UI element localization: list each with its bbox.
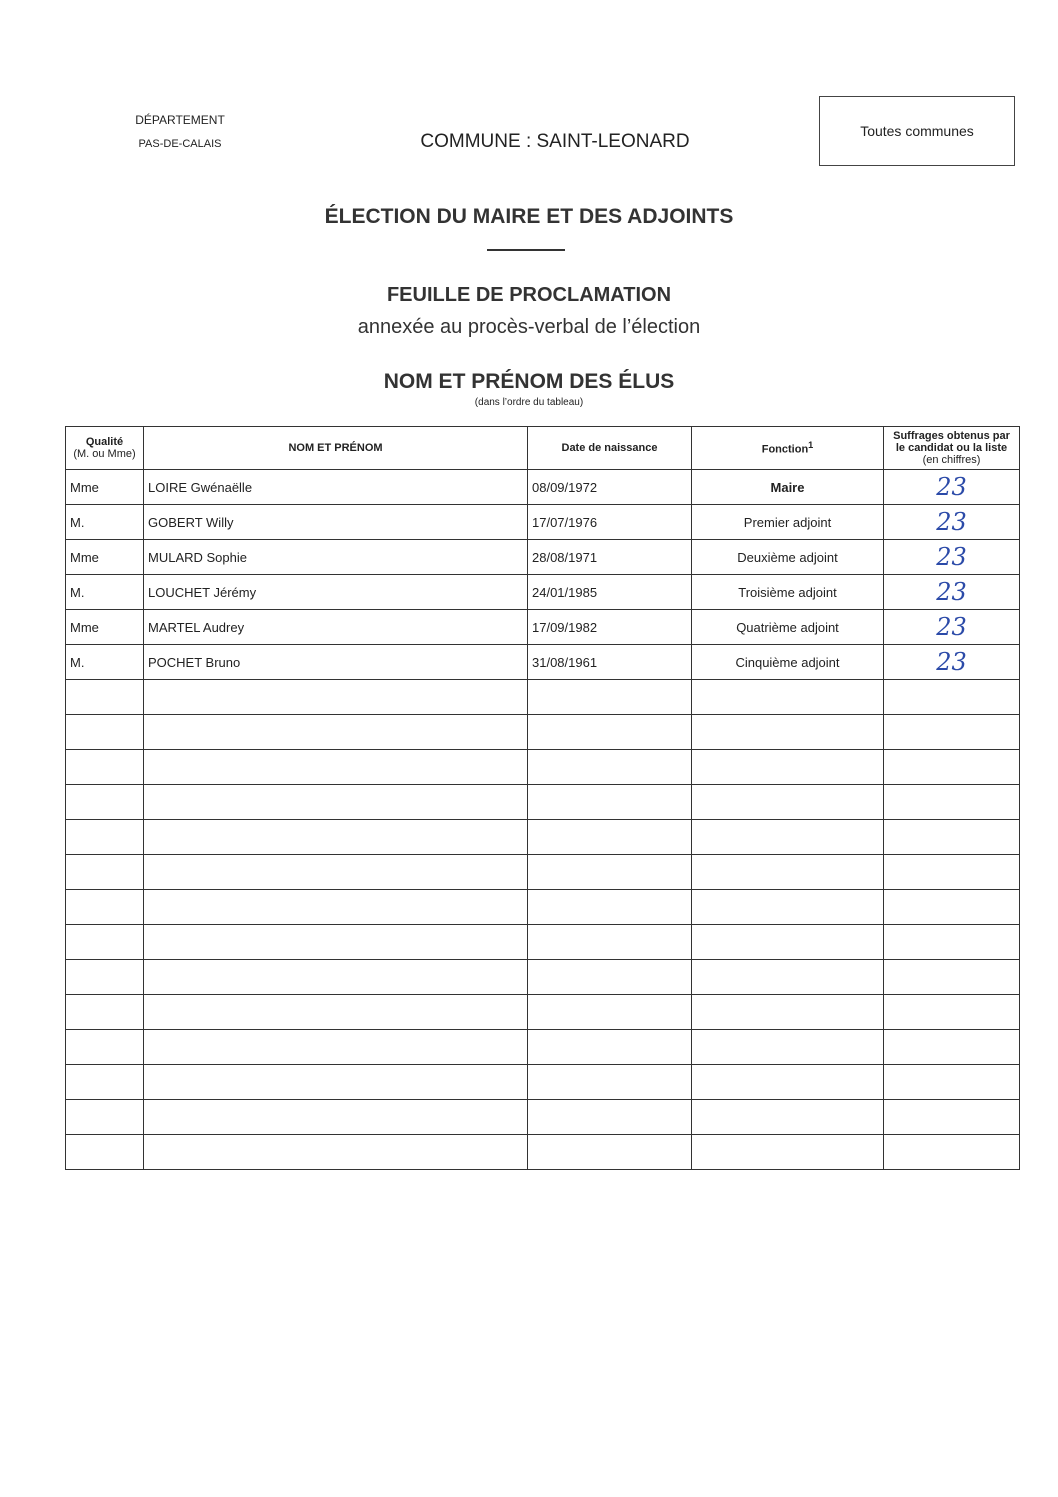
empty-cell (528, 820, 692, 855)
header-nom: NOM ET PRÉNOM (144, 427, 528, 470)
empty-cell (692, 1100, 884, 1135)
cell-nom: LOIRE Gwénaëlle (144, 470, 528, 505)
empty-row (66, 820, 1020, 855)
cell-qualite: Mme (66, 540, 144, 575)
empty-cell (884, 995, 1020, 1030)
cell-suffrages: 23 (884, 470, 1020, 505)
cell-suffrages: 23 (884, 645, 1020, 680)
empty-cell (528, 1065, 692, 1100)
empty-cell (144, 995, 528, 1030)
empty-cell (884, 680, 1020, 715)
empty-row (66, 925, 1020, 960)
empty-cell (66, 890, 144, 925)
empty-row (66, 785, 1020, 820)
empty-cell (66, 855, 144, 890)
table-row (66, 610, 1020, 645)
empty-cell (884, 820, 1020, 855)
cell-date: 31/08/1961 (528, 645, 692, 680)
cell-date: 17/07/1976 (528, 505, 692, 540)
empty-cell (692, 890, 884, 925)
cell-qualite: M. (66, 575, 144, 610)
empty-row (66, 1100, 1020, 1135)
cell-suffrages: 23 (884, 610, 1020, 645)
cell-date: 08/09/1972 (528, 470, 692, 505)
empty-cell (66, 1030, 144, 1065)
toutes-communes-box: Toutes communes (819, 96, 1015, 166)
header-suffrages: Suffrages obtenus par le candidat ou la liste (en chiffres) (884, 427, 1020, 470)
cell-fonction: Cinquième adjoint (692, 645, 884, 680)
empty-cell (692, 960, 884, 995)
cell-fonction: Maire (692, 470, 884, 505)
empty-cell (528, 750, 692, 785)
empty-row (66, 890, 1020, 925)
cell-nom: LOUCHET Jérémy (144, 575, 528, 610)
empty-row (66, 1030, 1020, 1065)
empty-cell (884, 1135, 1020, 1170)
cell-nom: POCHET Bruno (144, 645, 528, 680)
table-header (66, 427, 1020, 470)
empty-row (66, 750, 1020, 785)
empty-row (66, 1135, 1020, 1170)
empty-cell (144, 1065, 528, 1100)
cell-qualite: M. (66, 505, 144, 540)
empty-cell (144, 925, 528, 960)
elus-table (65, 426, 1020, 1170)
commune: COMMUNE : SAINT-LEONARD (420, 131, 690, 152)
cell-qualite: Mme (66, 470, 144, 505)
empty-cell (528, 1030, 692, 1065)
header-date: Date de naissance (528, 427, 692, 470)
table-row (66, 540, 1020, 575)
empty-cell (528, 1100, 692, 1135)
empty-cell (692, 680, 884, 715)
empty-cell (144, 1100, 528, 1135)
header-qualite: Qualité (M. ou Mme) (66, 427, 144, 470)
page-title: ÉLECTION DU MAIRE ET DES ADJOINTS (324, 205, 734, 228)
header-fonction: Fonction$^1$ (692, 427, 884, 470)
empty-row (66, 680, 1020, 715)
empty-cell (692, 1030, 884, 1065)
empty-cell (66, 680, 144, 715)
cell-fonction: Premier adjoint (692, 505, 884, 540)
empty-cell (528, 995, 692, 1030)
empty-cell (692, 820, 884, 855)
empty-cell (692, 750, 884, 785)
empty-row (66, 715, 1020, 750)
empty-cell (144, 785, 528, 820)
empty-cell (692, 925, 884, 960)
subtitle: FEUILLE DE PROCLAMATION (386, 284, 672, 306)
empty-cell (884, 715, 1020, 750)
empty-cell (66, 750, 144, 785)
cell-nom: MARTEL Audrey (144, 610, 528, 645)
cell-nom: GOBERT Willy (144, 505, 528, 540)
empty-cell (66, 820, 144, 855)
empty-cell (884, 960, 1020, 995)
table-row (66, 470, 1020, 505)
empty-cell (66, 785, 144, 820)
empty-cell (692, 855, 884, 890)
empty-row (66, 855, 1020, 890)
empty-cell (66, 1135, 144, 1170)
empty-cell (144, 750, 528, 785)
empty-cell (692, 1065, 884, 1100)
empty-cell (66, 715, 144, 750)
empty-cell (528, 1135, 692, 1170)
empty-cell (692, 715, 884, 750)
empty-cell (66, 995, 144, 1030)
empty-cell (144, 890, 528, 925)
empty-cell (528, 890, 692, 925)
empty-cell (144, 715, 528, 750)
cell-suffrages: 23 (884, 575, 1020, 610)
empty-cell (528, 785, 692, 820)
cell-fonction: Troisième adjoint (692, 575, 884, 610)
cell-suffrages: 23 (884, 505, 1020, 540)
empty-row (66, 1065, 1020, 1100)
empty-cell (528, 855, 692, 890)
empty-row (66, 995, 1020, 1030)
empty-cell (692, 1135, 884, 1170)
empty-cell (528, 960, 692, 995)
empty-cell (884, 785, 1020, 820)
cell-qualite: Mme (66, 610, 144, 645)
empty-cell (884, 855, 1020, 890)
empty-cell (144, 855, 528, 890)
cell-date: 28/08/1971 (528, 540, 692, 575)
cell-fonction: Quatrième adjoint (692, 610, 884, 645)
divider (487, 249, 565, 251)
cell-nom: MULARD Sophie (144, 540, 528, 575)
table-row (66, 645, 1020, 680)
annex-text: annexée au procès-verbal de l’élection (357, 316, 701, 338)
empty-cell (692, 995, 884, 1030)
empty-cell (884, 1065, 1020, 1100)
section-title: NOM ET PRÉNOM DES ÉLUS (383, 370, 675, 393)
empty-cell (884, 890, 1020, 925)
empty-cell (144, 680, 528, 715)
empty-cell (144, 1030, 528, 1065)
table-row (66, 505, 1020, 540)
empty-cell (528, 680, 692, 715)
empty-cell (144, 1135, 528, 1170)
cell-date: 17/09/1982 (528, 610, 692, 645)
table-row (66, 575, 1020, 610)
empty-cell (144, 820, 528, 855)
departement-label: DÉPARTEMENT (135, 113, 225, 127)
empty-cell (144, 960, 528, 995)
empty-cell (66, 1065, 144, 1100)
empty-cell (528, 715, 692, 750)
empty-cell (66, 925, 144, 960)
empty-cell (692, 785, 884, 820)
cell-qualite: M. (66, 645, 144, 680)
empty-cell (884, 925, 1020, 960)
section-note: (dans l’ordre du tableau) (474, 397, 584, 408)
empty-cell (884, 1030, 1020, 1065)
empty-cell (528, 925, 692, 960)
cell-fonction: Deuxième adjoint (692, 540, 884, 575)
departement-name: PAS-DE-CALAIS (138, 138, 222, 150)
empty-row (66, 960, 1020, 995)
empty-cell (66, 960, 144, 995)
empty-cell (66, 1100, 144, 1135)
empty-cell (884, 750, 1020, 785)
cell-suffrages: 23 (884, 540, 1020, 575)
cell-date: 24/01/1985 (528, 575, 692, 610)
empty-cell (884, 1100, 1020, 1135)
